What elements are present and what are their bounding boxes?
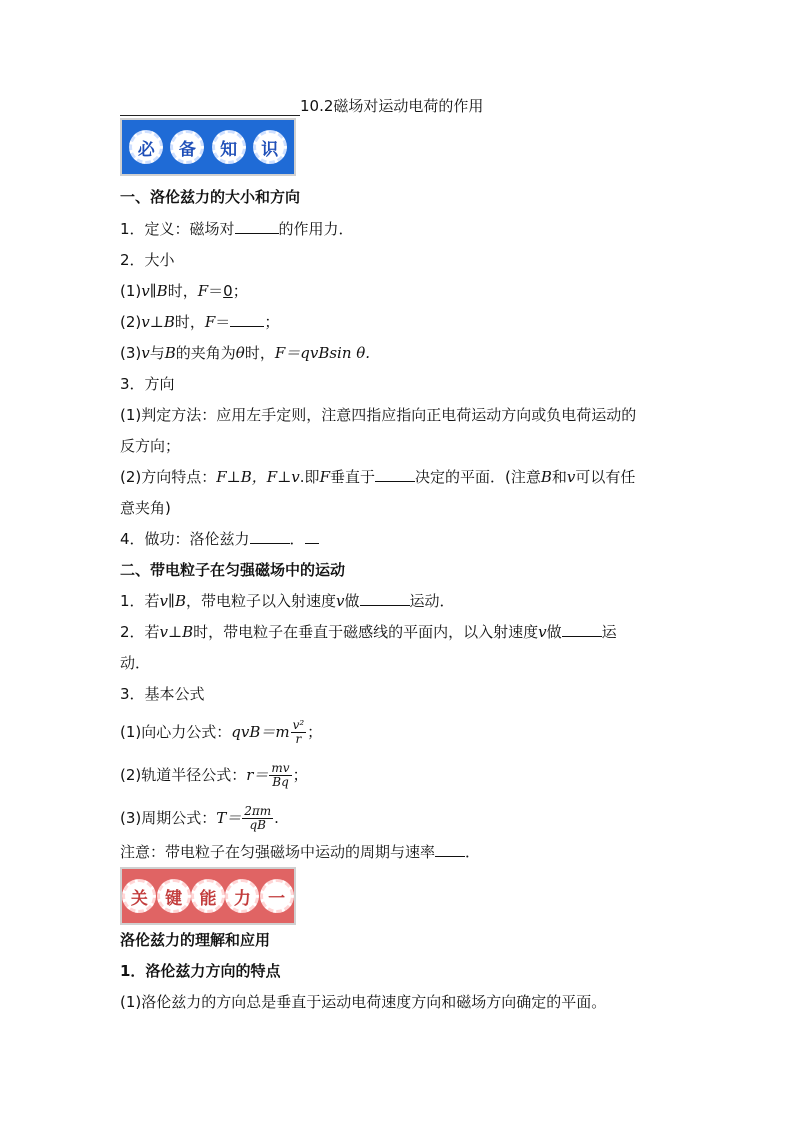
fill-blank — [360, 591, 410, 606]
banner-key-ability — [120, 867, 296, 925]
paragraph-direction: 3．方向 — [120, 375, 175, 393]
fill-blank — [562, 622, 602, 637]
fill-blank — [375, 467, 415, 482]
banner-char: 一 — [260, 879, 294, 913]
banner-char: 必 — [129, 130, 163, 164]
fill-blank — [235, 219, 279, 234]
section-heading: 洛伦兹力的理解和应用 — [120, 931, 271, 949]
banner-char: 知 — [212, 130, 246, 164]
section-heading: 一、洛伦兹力的大小和方向 — [120, 188, 301, 206]
paragraph-basic-formulas: 3．基本公式 — [120, 685, 205, 703]
direction-method-line1: (1)判定方法：应用左手定则，注意四指应指向正电荷运动方向或负电荷运动的 — [120, 406, 637, 424]
formula-radius: (2)轨道半径公式：r＝ $\frac{mv}{Bq}$ ； — [120, 761, 308, 789]
paragraph-size: 2．大小 — [120, 251, 175, 269]
paragraph-direction-feature: (1)洛伦兹力的方向总是垂直于运动电荷速度方向和磁场方向确定的平面。 — [120, 993, 607, 1011]
fill-blank — [230, 312, 264, 327]
banner-char: 力 — [225, 879, 259, 913]
subsection-heading: 1．洛伦兹力方向的特点 — [120, 962, 281, 980]
direction-method-line2: 反方向； — [120, 437, 181, 455]
motion-perpendicular-line1: 2．若v⊥B时，带电粒子在垂直于磁感线的平面内，以入射速度v做 运 — [120, 623, 617, 641]
banner-essential-knowledge — [120, 118, 296, 176]
banner-char: 关 — [122, 879, 156, 913]
paragraph-definition: 1．定义：磁场对 的作用力． — [120, 220, 354, 238]
paragraph-note: 注意：带电粒子在匀强磁场中运动的周期与速率 ． — [120, 843, 481, 861]
fraction: $\frac{mv}{Bq}$ — [271, 761, 290, 789]
section-heading: 二、带电粒子在匀强磁场中的运动 — [120, 561, 346, 579]
paragraph-work: 4．做功：洛伦兹力 ． — [120, 529, 319, 549]
fill-blank — [435, 842, 465, 857]
case-parallel: (1)v∥B时，F＝0； — [120, 282, 248, 300]
fraction: $\frac{\text{v²}}{r}$ — [292, 718, 305, 746]
case-angle: (3)v与B的夹角为θ时，F＝qvBsin θ. — [120, 344, 371, 362]
formula-period: (3)周期公式：T＝ $\frac{2\pi m}{qB}$ . — [120, 804, 279, 832]
formula-centripetal: (1)向心力公式：qvB＝m $\frac{\text{v²}}{r}$ ； — [120, 718, 323, 746]
title-rule — [120, 115, 300, 116]
fill-blank — [305, 529, 319, 544]
page-title: 10.2磁场对运动电荷的作用 — [300, 97, 484, 115]
direction-feature-line2: 意夹角) — [120, 499, 171, 517]
banner-char: 键 — [157, 879, 191, 913]
fill-blank — [250, 529, 290, 544]
fraction: $\frac{2\pi m}{qB}$ — [244, 804, 272, 832]
motion-perpendicular-line2: 动． — [120, 654, 151, 672]
banner-char: 备 — [170, 130, 204, 164]
banner-char: 识 — [253, 130, 287, 164]
banner-char: 能 — [191, 879, 225, 913]
direction-feature-line1: (2)方向特点：F⊥B，F⊥v.即F垂直于 决定的平面．(注意B和v可以有任 — [120, 468, 636, 486]
motion-parallel: 1．若v∥B，带电粒子以入射速度v做 运动． — [120, 592, 455, 610]
case-perpendicular: (2)v⊥B时，F＝ ； — [120, 313, 280, 331]
